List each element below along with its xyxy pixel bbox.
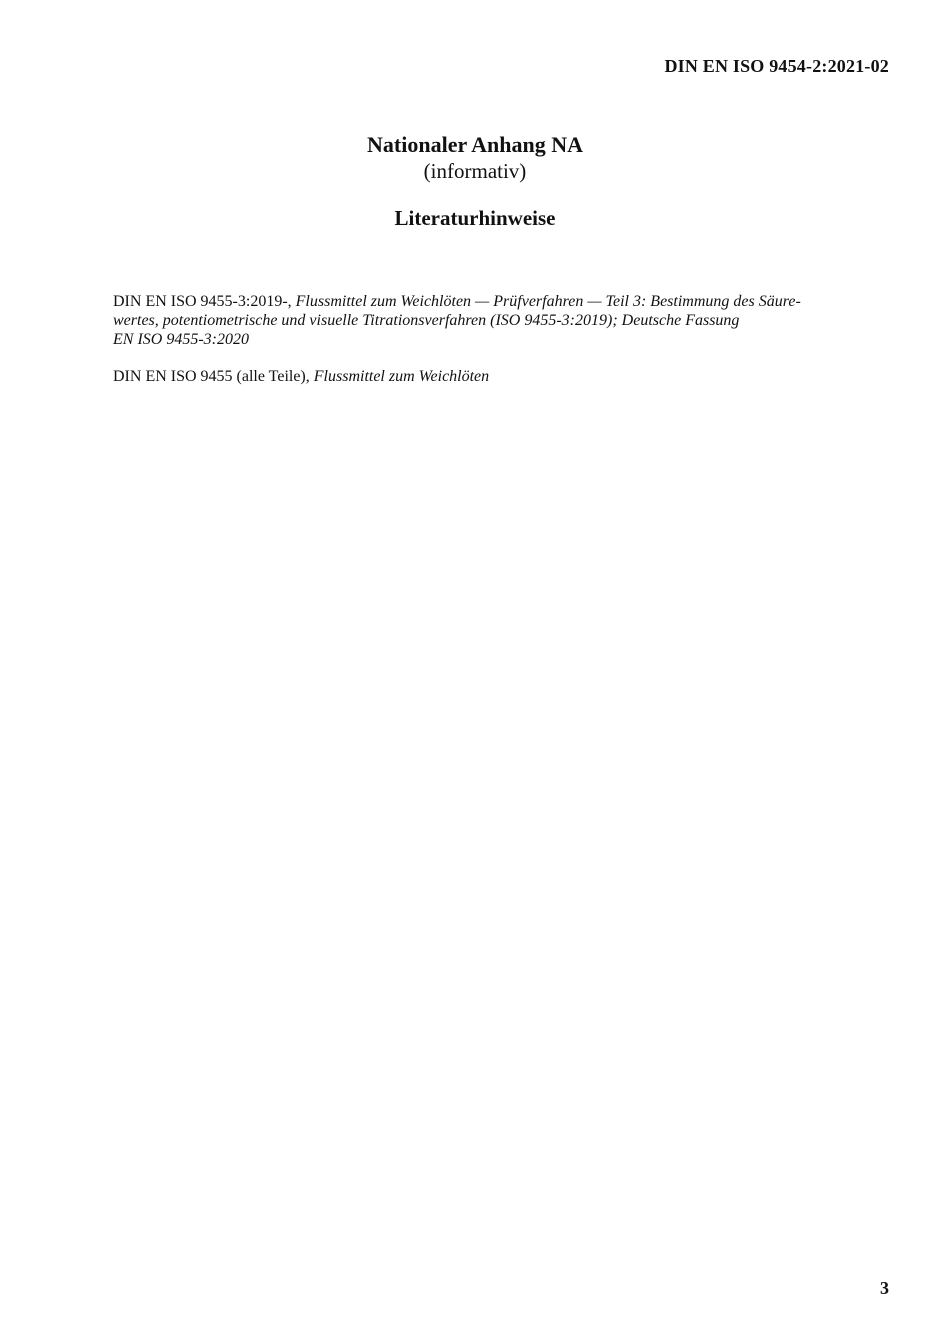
bibliography-list: [113, 292, 863, 404]
bibliography-entry: [113, 367, 863, 386]
annex-title: Nationaler Anhang NA: [367, 132, 583, 157]
reference-title: Flussmittel zum Weichlöten — Prüfverfahren — Teil 3: Bestimmung des Säure-: [295, 293, 801, 310]
annex-heading: [0, 132, 950, 231]
reference-designation: DIN EN ISO 9455-3:2019-,: [113, 293, 296, 310]
bibliography-entry: [113, 292, 863, 349]
document-id: DIN EN ISO 9454-2:2021-02: [664, 56, 889, 76]
reference-title: wertes, potentiometrische und visuelle Titrationsverfahren (ISO 9455-3:2019); Deutsche Fassung: [113, 312, 740, 329]
reference-designation: DIN EN ISO 9455 (alle Teile),: [113, 368, 314, 385]
annex-subtitle: (informativ): [423, 159, 527, 183]
page-number: 3: [880, 1278, 889, 1298]
reference-title: EN ISO 9455-3:2020: [113, 331, 249, 348]
section-title: Literaturhinweise: [394, 206, 556, 230]
reference-title: Flussmittel zum Weichlöten: [313, 368, 490, 385]
